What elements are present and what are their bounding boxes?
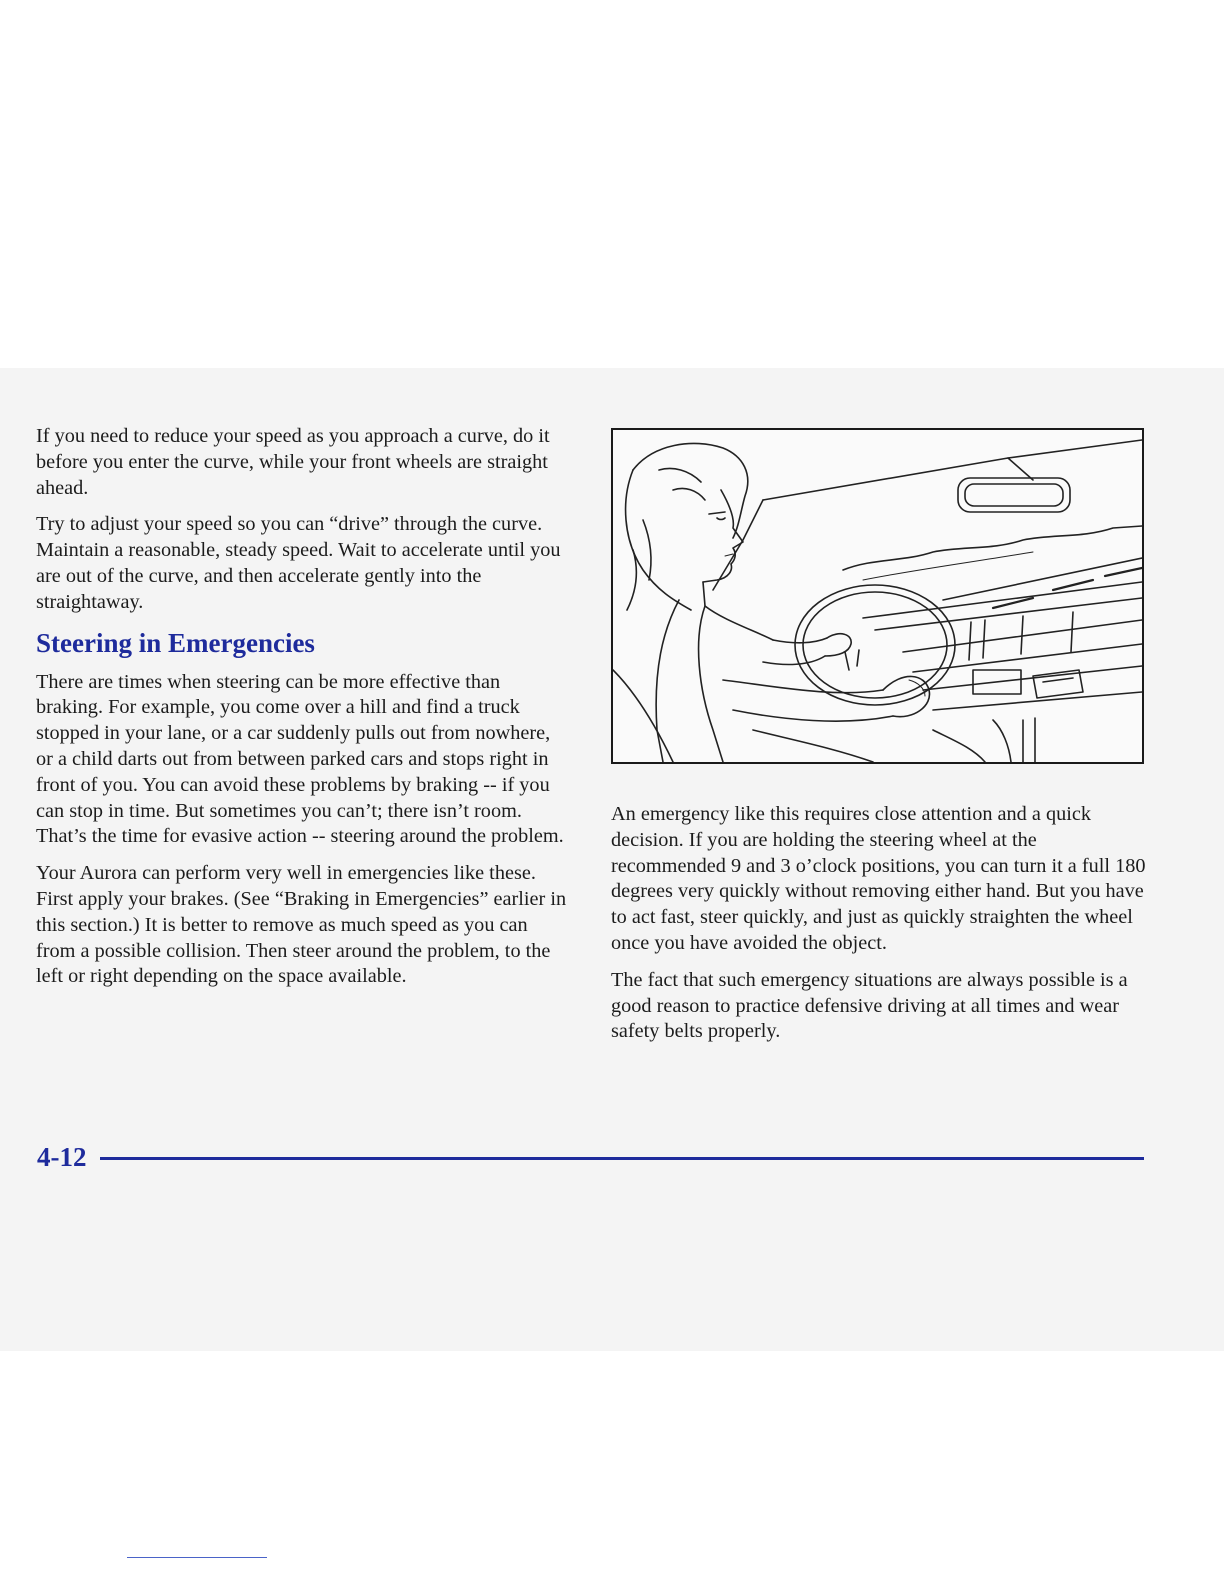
paragraph-quick-decision: An emergency like this requires close attention and a quick decision. If you are holding the steering wheel at the recommended 9 and 3 o’clock positions, you can turn it a full 180 degrees very quickly without removing either hand. But you have to act fast, steer quickly, and just as quickly straighten the wheel once you have avoided the object. [611, 803, 1146, 954]
paragraph-defensive-driving: The fact that such emergency situations are always possible is a good reason to practice defensive driving at all times and wear safety belts properly. [611, 968, 1128, 1043]
paragraph-curve-speed: If you need to reduce your speed as you approach a curve, do it before you enter the curve, while your front wheels are straight ahead. [36, 425, 550, 499]
section-heading: Steering in Emergencies [36, 627, 315, 658]
right-column [611, 802, 1151, 1056]
page-number: 4-12 [37, 1142, 87, 1172]
paragraph-aurora-emergencies: Your Aurora can perform very well in emergencies like these. First apply your brakes. (See “Braking in Emergencies” earlier in this section.) It is better to remove as much speed as you can from a possible collision. Then steer around the problem, to the left or right depending on the space available. [36, 862, 567, 988]
driver-steering-illustration [611, 428, 1144, 764]
bottom-link-rule [127, 1557, 267, 1558]
paragraph-steering-vs-braking: There are times when steering can be more effective than braking. For example, you come over a hill and find a truck stopped in your lane, or a car suddenly pulls out from nowhere, or a child darts out from between parked cars and stops right in front of you. You can avoid these problems by braking -- if you can stop in time. But sometimes you can’t; there isn’t room. That’s the time for evasive action -- steering around the problem. [36, 670, 564, 848]
paragraph-adjust-speed: Try to adjust your speed so you can “drive” through the curve. Maintain a reasonable, steady speed. Wait to accelerate until you are out of the curve, and then accelerate gently into the straightaway. [36, 513, 561, 613]
left-column [36, 424, 572, 1001]
footer-rule [100, 1157, 1144, 1160]
